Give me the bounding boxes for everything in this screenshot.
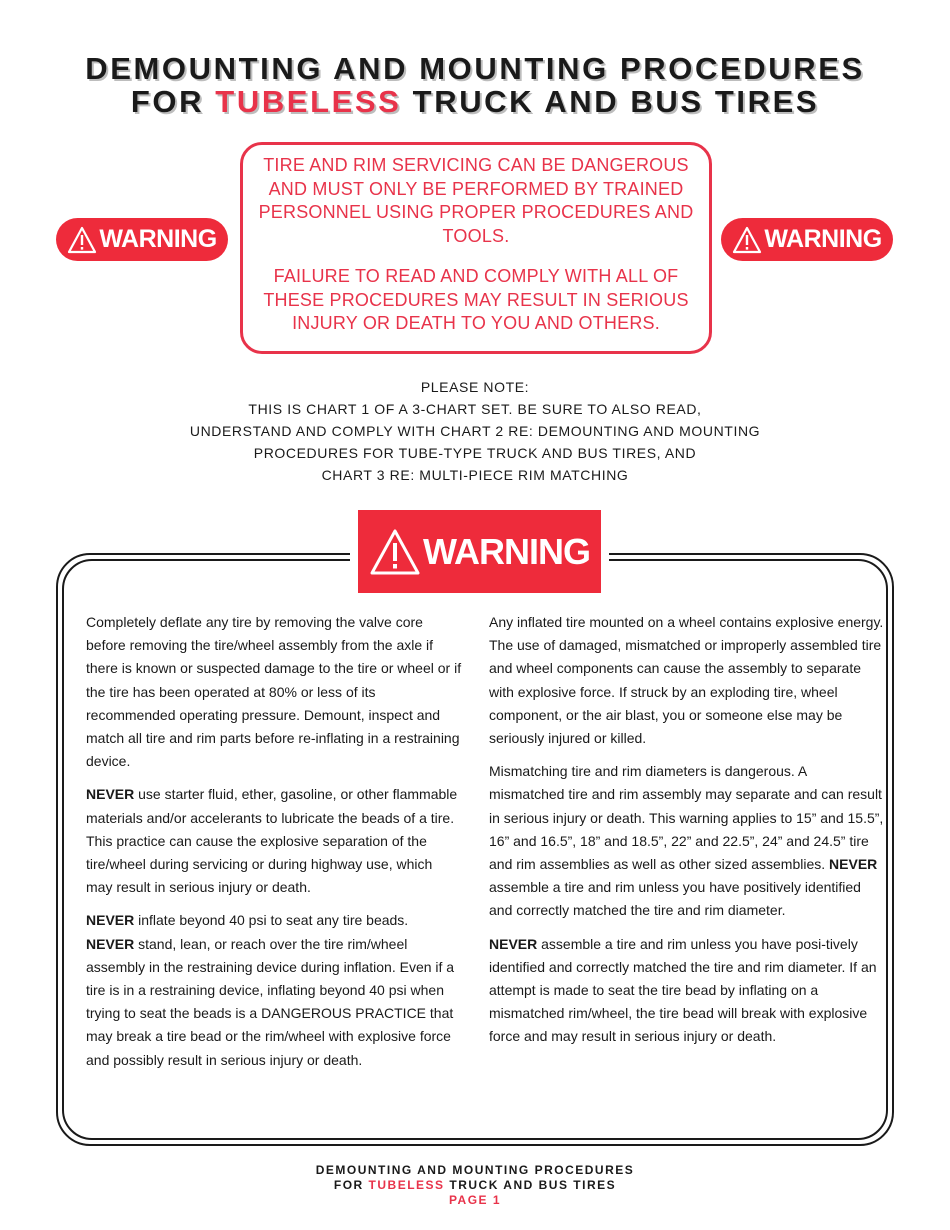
alert-paragraph-2: FAILURE TO READ AND COMPLY WITH ALL OF THESE PROCEDURES MAY RESULT IN SERIOUS INJURY OR DEATH TO YOU AND OTHERS. <box>263 266 689 333</box>
right-paragraph-1: Any inflated tire mounted on a wheel contains explosive energy. The use of damaged, mismatched or improperly assembled tire and wheel components can cause the assembly to separate with explosive force. If struck by an exploding tire, wheel component, or the air blast, you or someone else may be seriously injured or killed. <box>489 614 884 747</box>
note-line-1: THIS IS CHART 1 OF A 3-CHART SET. BE SURE TO ALSO READ, <box>248 401 702 417</box>
never-label: NEVER <box>489 935 538 952</box>
left-paragraph-2 <box>86 783 462 899</box>
left-paragraph-1: Completely deflate any tire by removing the valve core before removing the tire/wheel assembly from the axle if there is known or suspected damage to the tire or wheel or if the tire has been operated at 80% or less of its recommended operating pressure. Demount, inspect and match all tire and rim parts before re-inflating in a restraining device. <box>86 614 462 770</box>
alert-paragraph-1: TIRE AND RIM SERVICING CAN BE DANGEROUS AND MUST ONLY BE PERFORMED BY TRAINED PERSONNEL USING PROPER PROCEDURES AND TOOLS. <box>258 155 694 246</box>
warning-badge-label: WARNING <box>764 225 882 253</box>
footer-highlight: TUBELESS <box>368 1178 445 1192</box>
note-line-3: PROCEDURES FOR TUBE-TYPE TRUCK AND BUS TIRES, AND <box>253 445 697 461</box>
warning-badge-label: WARNING <box>99 225 217 253</box>
warning-badge-left <box>56 218 228 261</box>
right-paragraph-3 <box>489 933 884 1049</box>
left-column <box>86 611 462 1072</box>
main-warning-label: WARNING <box>423 530 590 572</box>
note-line-4: CHART 3 RE: MULTI-PIECE RIM MATCHING <box>321 467 629 483</box>
right-paragraph-2 <box>489 760 884 922</box>
left-paragraph-3-text-1: inflate beyond 40 psi to seat any tire beads. <box>134 912 409 929</box>
left-paragraph-2-text: use starter fluid, ether, gasoline, or other flammable materials and/or accelerants to lubricate the beads of a tire. This practice can cause the explosive separation of the tire/wheel during servicing or during highway use, which may result in serious injury or death. <box>86 786 458 896</box>
never-label: NEVER <box>86 935 135 952</box>
never-label: NEVER <box>86 912 135 929</box>
note-line-2: UNDERSTAND AND COMPLY WITH CHART 2 RE: DEMOUNTING AND MOUNTING <box>189 423 761 439</box>
footer-suffix: TRUCK AND BUS TIRES <box>444 1178 617 1192</box>
right-paragraph-3-text: assemble a tire and rim unless you have posi-tively identified and correctly matched the tire and rim diameter. If an attempt is made to seat the tire bead by inflating on a mismatched rim/wheel, the tire bead will break with explosive force and may result in serious injury or death. <box>489 935 877 1045</box>
page-number: PAGE 1 <box>448 1193 502 1207</box>
right-paragraph-2-text-2: assemble a tire and rim unless you have positively identified and correctly matched the tire and rim diameter. <box>489 879 861 919</box>
right-column <box>489 611 884 1049</box>
page-title-line-1: DEMOUNTING AND MOUNTING PROCEDURES <box>85 51 865 86</box>
warning-badge-right <box>721 218 893 261</box>
footer-line-1: DEMOUNTING AND MOUNTING PROCEDURES <box>315 1163 635 1177</box>
footer-prefix: FOR <box>333 1178 369 1192</box>
page-title-line-2 <box>0 85 950 118</box>
page-title-highlight: TUBELESS <box>215 84 402 119</box>
never-label: NEVER <box>86 786 135 803</box>
warning-triangle-icon <box>732 226 762 254</box>
please-note <box>150 376 800 486</box>
warning-triangle-icon <box>369 528 421 576</box>
page-title <box>0 52 950 118</box>
warning-triangle-icon <box>67 226 97 254</box>
main-warning-banner <box>350 510 609 593</box>
left-paragraph-3-text-2: stand, lean, or reach over the tire rim/wheel assembly in the restraining device during inflation. Even if a tire is in a restraining device, inflating beyond 40 psi when trying to seat the beads is a DANGEROUS PRACTICE that may break a tire bead or the rim/wheel with explosive force and possibly result in serious injury or death. <box>86 935 455 1068</box>
never-label: NEVER <box>829 856 878 873</box>
left-paragraph-3 <box>86 909 462 1071</box>
right-paragraph-2-text-1: Mismatching tire and rim diameters is dangerous. A mismatched tire and rim assembly may separate and can result in serious injury or death. This warning applies to 15” and 15.5”, 16” and 16.5”, 18” and 18.5”, 22” and 22.5”, 24” and 24.5” tire and rim assemblies as well as other sized assemblies. <box>489 763 884 873</box>
danger-alert-box <box>240 142 712 354</box>
page-title-suffix: TRUCK AND BUS TIRES <box>401 84 820 119</box>
note-heading: PLEASE NOTE: <box>420 379 530 395</box>
page-title-prefix: FOR <box>130 84 216 119</box>
page-footer <box>0 1163 950 1208</box>
footer-line-2 <box>0 1178 950 1193</box>
